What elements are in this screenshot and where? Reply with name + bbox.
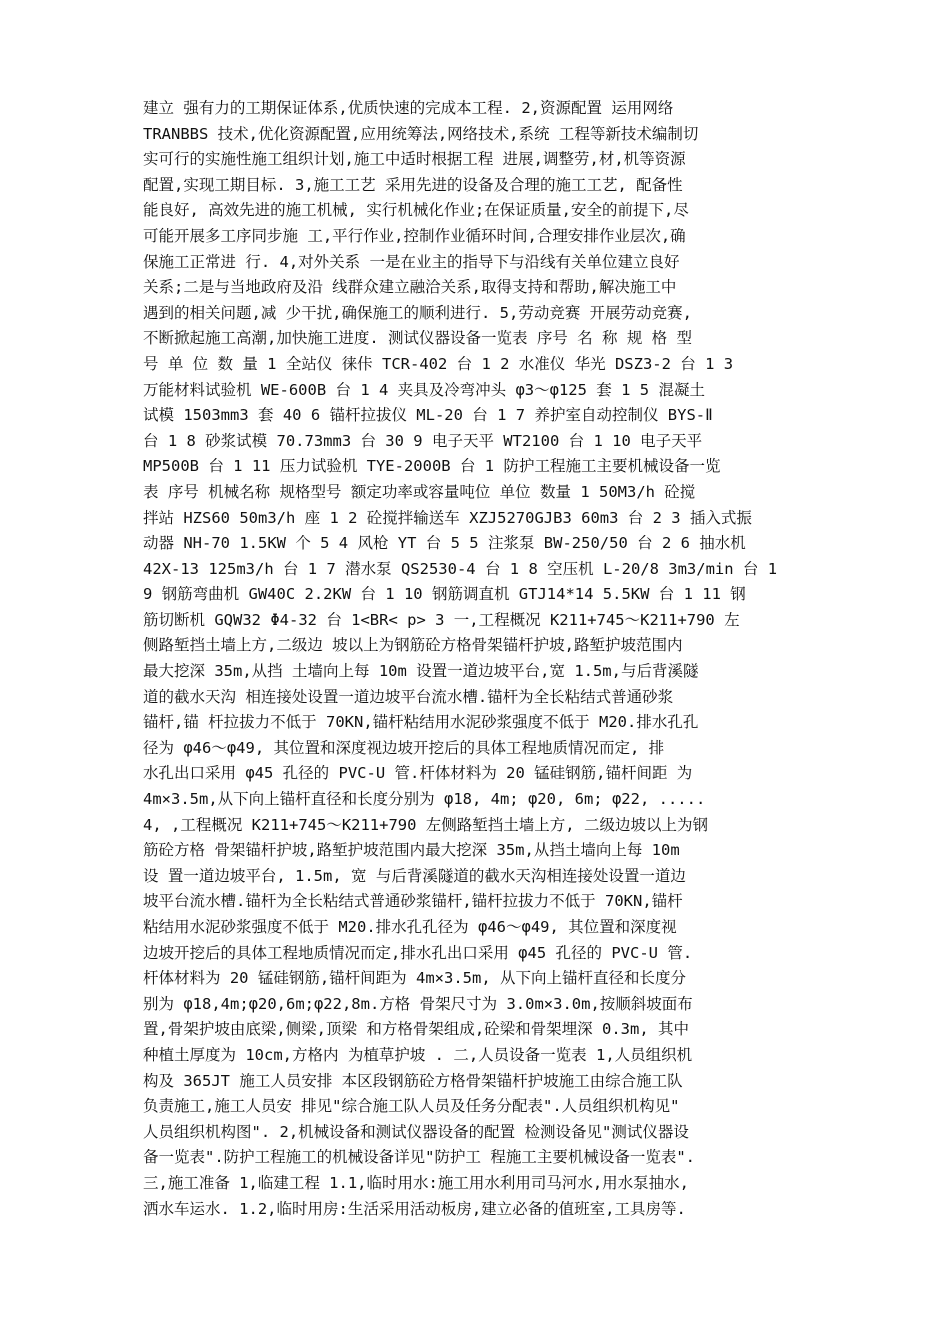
text-line: 道的截水天沟 相连接处设置一道边坡平台流水槽.锚杆为全长粘结式普通砂浆 [143, 687, 674, 706]
text-line: 构及 365JT 施工人员安排 本区段钢筋砼方格骨架锚杆护坡施工由综合施工队 [143, 1071, 683, 1090]
text-line: 建立 强有力的工期保证体系,优质快速的完成本工程. 2,资源配置 运用网络 [143, 99, 674, 117]
text-line: 别为 φ18,4m;φ20,6m;φ22,8m.方格 骨架尺寸为 3.0m×3.0m,按顺斜坡面布 [143, 994, 693, 1013]
text-line: 杆体材料为 20 锰硅钢筋,锚杆间距为 4m×3.5m, 从下向上锚杆直径和长度分 [143, 969, 686, 988]
text-line: TRANBBS 技术,优化资源配置,应用统筹法,网络技术,系统 工程等新技术编制切 [143, 124, 699, 143]
text-line: 关系;二是与当地政府及沿 线群众建立融洽关系,取得支持和帮助,解决施工中 [143, 278, 677, 297]
text-line: 洒水车运水. 1.2,临时用房:生活采用活动板房,建立必备的值班室,工具房等. [143, 1199, 686, 1218]
text-line: 设 置一道边坡平台, 1.5m, 宽 与后背溪隧道的截水天沟相连接处设置一道边 [143, 866, 686, 885]
text-line: 不断掀起施工高潮,加快施工进度. 测试仪器设备一览表 序号 名 称 规 格 型 [143, 329, 692, 348]
text-line: 拌站 HZS60 50m3/h 座 1 2 砼搅拌输送车 XZJ5270GJB3 60m3 台 2 3 插入式振 [143, 508, 752, 527]
text-line: 能良好, 高效先进的施工机械, 实行机械化作业;在保证质量,安全的前提下,尽 [143, 201, 689, 220]
text-line: 备一览表".防护工程施工的机械设备详见"防护工 程施工主要机械设备一览表". [143, 1148, 695, 1167]
text-line: 表 序号 机械名称 规格型号 额定功率或容量吨位 单位 数量 1 50M3/h 砼搅 [143, 482, 696, 501]
text-line: 动器 NH-70 1.5KW 个 5 4 风枪 YT 台 5 5 注浆泵 BW-250/50 台 2 6 抽水机 [143, 534, 746, 553]
text-line: 筋砼方格 骨架锚杆护坡,路堑护坡范围内最大挖深 35m,从挡土墙向上每 10m [143, 841, 680, 860]
text-line: 试模 1503mm3 套 40 6 锚杆拉拔仪 ML-20 台 1 7 养护室自动控制仪 BYS-Ⅱ [143, 406, 713, 425]
text-line: 边坡开挖后的具体工程地质情况而定,排水孔出口采用 φ45 孔径的 PVC-U 管. [143, 943, 693, 962]
text-line: 侧路堑挡土墙上方,二级边 坡以上为钢筋砼方格骨架锚杆护坡,路堑护坡范围内 [143, 636, 683, 655]
text-line: 人员组织机构图". 2,机械设备和测试仪器设备的配置 检测设备见"测试仪器设 [143, 1122, 689, 1141]
text-line: 遇到的相关问题,减 少干扰,确保施工的顺利进行. 5,劳动竞赛 开展劳动竞赛, [143, 303, 692, 322]
text-line: 三,施工准备 1,临建工程 1.1,临时用水:施工用水利用司马河水,用水泵抽水, [143, 1173, 689, 1192]
text-line: 筋切断机 GQW32 Φ4-32 台 1<BR< p> 3 一,工程概况 K211+745～K211+790 左 [143, 610, 740, 629]
text-line: MP500B 台 1 11 压力试验机 TYE-2000B 台 1 防护工程施工主要机械设备一览 [143, 457, 721, 476]
text-line: 锚杆,锚 杆拉拔力不低于 70KN,锚杆粘结用水泥砂浆强度不低于 M20.排水孔孔 [143, 713, 699, 732]
text-line: 水孔出口采用 φ45 孔径的 PVC-U 管.杆体材料为 20 锰硅钢筋,锚杆间距 为 [143, 764, 693, 783]
text-line: 最大挖深 35m,从挡 土墙向上每 10m 设置一道边坡平台,宽 1.5m,与后背溪隧 [143, 662, 699, 681]
text-line: 可能开展多工序同步施 工,平行作业,控制作业循环时间,合理安排作业层次,确 [143, 226, 686, 245]
text-line: 台 1 8 砂浆试模 70.73mm3 台 30 9 电子天平 WT2100 台 1 10 电子天平 [143, 431, 703, 450]
text-line: 4, ,工程概况 K211+745～K211+790 左侧路堑挡土墙上方, 二级边坡以上为钢 [143, 815, 708, 834]
text-line: 粘结用水泥砂浆强度不低于 M20.排水孔孔径为 φ46～φ49, 其位置和深度视 [143, 918, 677, 936]
text-line: 实可行的实施性施工组织计划,施工中适时根据工程 进展,调整劳,材,机等资源 [143, 150, 686, 169]
text-line: 保施工正常进 行. 4,对外关系 一是在业主的指导下与沿线有关单位建立良好 [143, 252, 680, 271]
text-line: 坡平台流水槽.锚杆为全长粘结式普通砂浆锚杆,锚杆拉拔力不低于 70KN,锚杆 [143, 892, 683, 911]
text-line: 负责施工,施工人员安 排见"综合施工队人员及任务分配表".人员组织机构见" [143, 1097, 680, 1116]
text-line: 配置,实现工期目标. 3,施工工艺 采用先进的设备及合理的施工工艺, 配备性 [143, 175, 683, 194]
body-text [143, 96, 823, 1222]
text-line: 万能材料试验机 WE-600B 台 1 4 夹具及冷弯冲头 φ3～φ125 套 1 5 混凝土 [143, 380, 705, 399]
text-line: 42X-13 125m3/h 台 1 7 潜水泵 QS2530-4 台 1 8 空压机 L-20/8 3m3/min 台 1 [143, 559, 778, 578]
text-line: 号 单 位 数 量 1 全站仪 徕佧 TCR-402 台 1 2 水准仪 华光 DSZ3-2 台 1 3 [143, 354, 734, 373]
text-line: 4m×3.5m,从下向上锚杆直径和长度分别为 φ18, 4m; φ20, 6m; φ22, ..... [143, 790, 706, 809]
text-line: 径为 φ46～φ49, 其位置和深度视边坡开挖后的具体工程地质情况而定, 排 [143, 738, 665, 757]
text-line: 种植土厚度为 10cm,方格内 为植草护坡 . 二,人员设备一览表 1,人员组织机 [143, 1045, 693, 1064]
text-line: 9 钢筋弯曲机 GW40C 2.2KW 台 1 10 钢筋调直机 GTJ14*14 5.5KW 台 1 11 钢 [143, 585, 746, 604]
text-line: 置,骨架护坡由底梁,侧梁,顶梁 和方格骨架组成,砼梁和骨架埋深 0.3m, 其中 [143, 1020, 689, 1039]
